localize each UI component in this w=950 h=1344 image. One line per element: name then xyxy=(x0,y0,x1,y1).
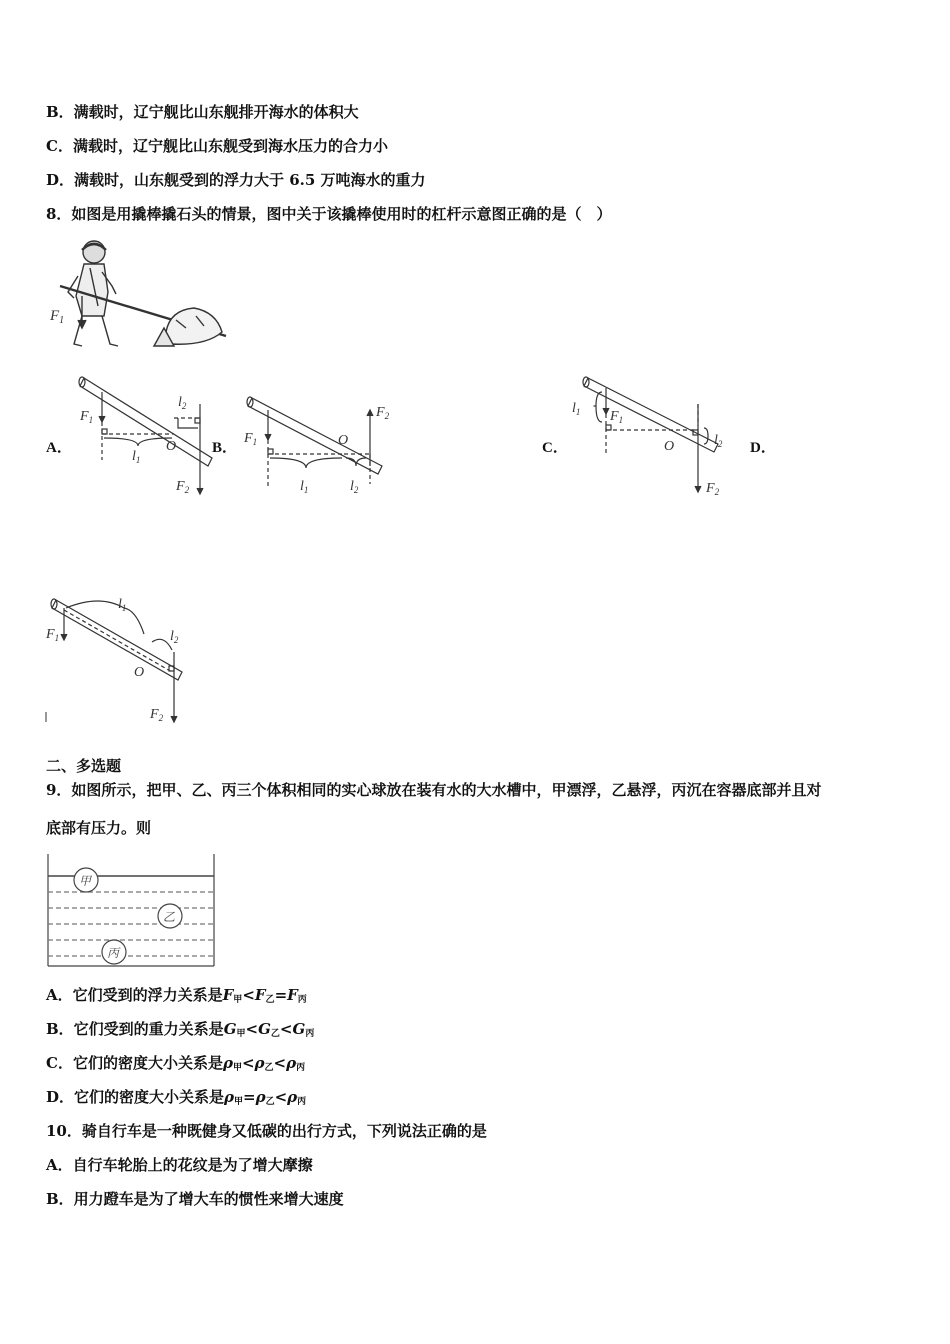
q8-option-c-figure xyxy=(568,374,738,498)
q8-option-b-label: B． xyxy=(212,440,238,456)
q8-option-b-figure xyxy=(240,394,400,498)
q8-option-a-figure xyxy=(70,374,220,498)
svg-text:F1: $F_1$ xyxy=(80,409,94,425)
svg-text:l2: $l_2$ xyxy=(350,479,359,495)
svg-text:O: O xyxy=(166,439,177,454)
q7-option-c: C．满载时，辽宁舰比山东舰受到海水压力的合力小 xyxy=(46,137,388,155)
svg-text:O: O xyxy=(134,665,145,680)
scene-f1-label: $F_1$ xyxy=(50,308,65,326)
ball-bing-label: 丙 xyxy=(107,946,120,960)
q8-option-d-figure xyxy=(44,594,204,726)
q9-stem-line1: 9．如图所示，把甲、乙、丙三个体积相同的实心球放在装有水的大水槽中，甲漂浮，乙悬浮，丙沉在容器底部并且对 xyxy=(46,781,822,799)
svg-text:l2: $l_2$ xyxy=(170,629,179,645)
svg-text:l2: $l_2$ xyxy=(178,395,187,411)
svg-text:l1: $l_1$ xyxy=(118,597,127,613)
svg-text:F2: $F_2$ xyxy=(176,479,190,495)
q10-stem: 10．骑自行车是一种既健身又低碳的出行方式，下列说法正确的是 xyxy=(46,1122,487,1140)
ball-yi-label: 乙 xyxy=(163,910,176,924)
q7-option-d: D．满载时，山东舰受到的浮力大于 6.5 万吨海水的重力 xyxy=(46,171,426,189)
q9-option-a: A．它们受到的浮力关系是$F_甲<F_乙=F_丙$ xyxy=(46,986,307,1005)
section-2-title: 二、多选题 xyxy=(46,757,122,775)
svg-text:F1: $F_1$ xyxy=(244,431,258,447)
svg-text:F1: $F_1$ xyxy=(610,409,624,425)
q9-option-b: B．它们受到的重力关系是$G_甲<G_乙<G_丙$ xyxy=(46,1020,315,1039)
q9-stem-line2: 底部有压力。则 xyxy=(46,819,152,837)
svg-text:F2: $F_2$ xyxy=(150,707,164,723)
q10-option-a: A．自行车轮胎上的花纹是为了增大摩擦 xyxy=(46,1156,313,1174)
svg-text:F2: $F_2$ xyxy=(376,405,390,421)
q8-option-c-label: C． xyxy=(542,440,568,456)
svg-text:l1: $l_1$ xyxy=(132,449,141,465)
ball-jia-label: 甲 xyxy=(79,874,92,888)
svg-text:O: O xyxy=(338,433,349,448)
q8-scene-illustration xyxy=(46,236,246,354)
q9-water-tank-figure xyxy=(46,852,218,968)
svg-text:O: O xyxy=(664,439,675,454)
q10-option-b: B．用力蹬车是为了增大车的惯性来增大速度 xyxy=(46,1190,344,1208)
q8-option-d-label: D． xyxy=(750,440,776,456)
svg-text:l2: $l_2$ xyxy=(714,433,723,449)
svg-text:l1: $l_1$ xyxy=(572,401,581,417)
svg-text:l1: $l_1$ xyxy=(300,479,309,495)
q8-option-a-label: A． xyxy=(46,440,72,456)
q7-option-b: B．满载时，辽宁舰比山东舰排开海水的体积大 xyxy=(46,103,359,121)
q9-option-d: D．它们的密度大小关系是$\rho_甲=\rho_乙<\rho_丙$ xyxy=(46,1088,307,1107)
q9-option-c: C．它们的密度大小关系是$\rho_甲<\rho_乙<\rho_丙$ xyxy=(46,1054,306,1073)
svg-text:F2: $F_2$ xyxy=(706,481,720,497)
q8-stem: 8．如图是用撬棒撬石头的情景，图中关于该撬棒使用时的杠杆示意图正确的是（ ） xyxy=(46,205,612,223)
svg-text:F1: $F_1$ xyxy=(46,627,60,643)
